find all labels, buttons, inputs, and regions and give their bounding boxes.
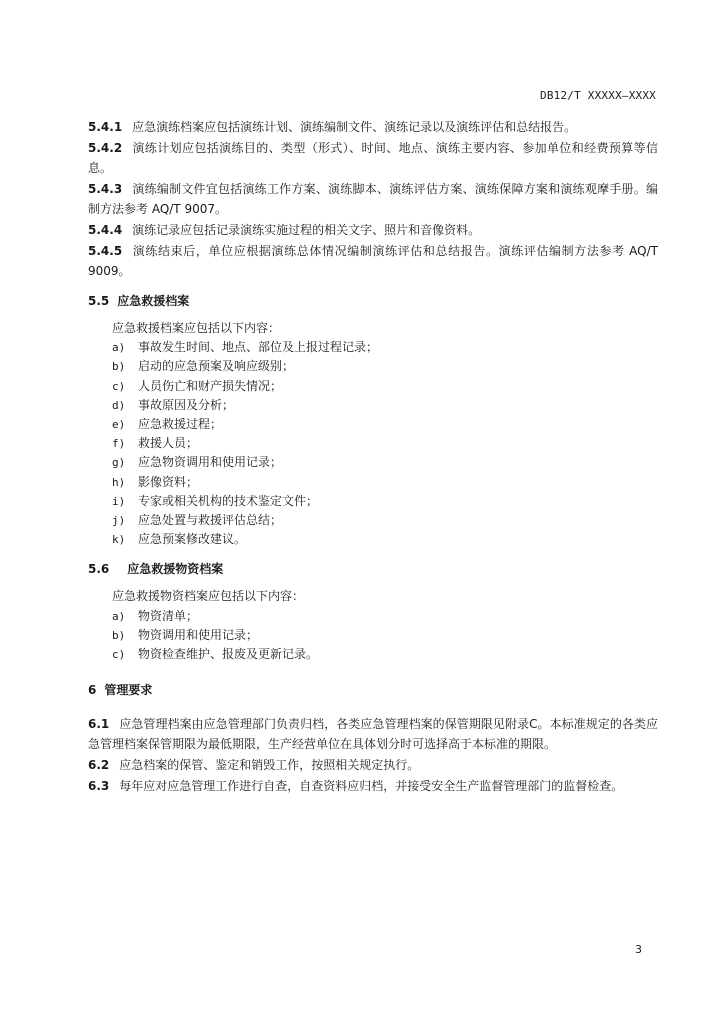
- section-heading-6: [88, 680, 658, 700]
- list-marker: j): [112, 514, 126, 528]
- list-item-text: 应急处置与救援评估总结；: [138, 513, 283, 528]
- list-marker: i): [112, 494, 126, 508]
- section-number: 5.6: [88, 562, 110, 577]
- list-marker: f): [112, 437, 126, 451]
- clause-text: 演练结束后，单位应根据演练总体情况编制演练评估和总结报告。演练评估编制方法参考 AQ/T 9009。: [88, 244, 658, 278]
- list-item: [88, 473, 658, 492]
- list-marker: c): [112, 379, 126, 393]
- paragraph-6-1: [88, 714, 658, 754]
- list-item-text: 物资检查维护、报废及更新记录。: [138, 647, 319, 662]
- list-marker: b): [112, 360, 126, 374]
- list-item: [88, 645, 658, 664]
- clause-number: 6.1: [88, 717, 110, 732]
- list-item: [88, 626, 658, 645]
- list-marker: e): [112, 418, 126, 432]
- clause-text: 演练记录应包括记录演练实施过程的相关文字、照片和音像资料。: [132, 223, 481, 237]
- list-marker: d): [112, 398, 126, 412]
- list-item: [88, 530, 658, 549]
- clause-text: 应急档案的保管、鉴定和销毁工作，按照相关规定执行。: [119, 758, 420, 773]
- list-item-text: 应急预案修改建议。: [138, 532, 247, 547]
- section-title: 管理要求: [104, 683, 153, 698]
- paragraph-5-4-5: [88, 241, 658, 281]
- list-item-text: 应急救援过程；: [138, 417, 223, 432]
- list-item-text: 应急物资调用和使用记录；: [138, 455, 283, 470]
- section-number: 5.5: [88, 294, 110, 308]
- paragraph-5-4-1: [88, 117, 658, 137]
- list-item: [88, 338, 658, 357]
- clause-text: 演练计划应包括演练目的、类型（形式）、时间、地点、演练主要内容、参加单位和经费预算等信息。: [88, 141, 658, 175]
- clause-number: 6.3: [88, 779, 110, 794]
- list-item-text: 物资清单；: [138, 608, 199, 623]
- paragraph-5-4-2: [88, 138, 658, 178]
- list-item: [88, 357, 658, 376]
- list-item: [88, 434, 658, 453]
- list-marker: c): [112, 648, 126, 662]
- list-marker: k): [112, 533, 126, 547]
- list-item-text: 影像资料；: [138, 474, 199, 489]
- paragraph-5-4-4: [88, 220, 658, 240]
- list-marker: b): [112, 628, 126, 642]
- paragraph-6-2: [88, 755, 658, 775]
- list-item: [88, 377, 658, 396]
- list-item-text: 启动的应急预案及响应级别；: [138, 359, 295, 374]
- document-code: DB12/T XXXXX—XXXX: [540, 89, 656, 102]
- list-item: [88, 415, 658, 434]
- list-marker: h): [112, 475, 126, 489]
- list-item-text: 救援人员；: [138, 436, 199, 451]
- section-title: 应急救援物资档案: [127, 562, 224, 577]
- page-number: 3: [635, 943, 642, 956]
- clause-number: 5.4.2: [88, 141, 123, 155]
- list-marker: a): [112, 609, 126, 623]
- list-item: [88, 453, 658, 472]
- clause-text: 应急演练档案应包括演练计划、演练编制文件、演练记录以及演练评估和总结报告。: [132, 120, 577, 134]
- rescue-archive-list: [88, 338, 658, 549]
- list-item: [88, 607, 658, 626]
- list-item: [88, 511, 658, 530]
- section-heading-5-5: [88, 291, 658, 311]
- list-item-text: 事故原因及分析；: [138, 397, 235, 412]
- clause-number: 5.4.3: [88, 182, 123, 196]
- clause-number: 5.4.4: [88, 223, 123, 237]
- materials-archive-list: [88, 607, 658, 665]
- list-item-text: 物资调用和使用记录；: [138, 627, 259, 642]
- list-item-text: 专家或相关机构的技术鉴定文件；: [138, 493, 319, 508]
- list-item-text: 事故发生时间、地点、部位及上报过程记录；: [138, 340, 379, 355]
- clause-number: 5.4.1: [88, 120, 123, 134]
- clause-number: 6.2: [88, 758, 110, 773]
- list-item: [88, 492, 658, 511]
- list-marker: a): [112, 341, 126, 355]
- list-intro: 应急救援档案应包括以下内容：: [112, 321, 281, 335]
- clause-text: 应急管理档案由应急管理部门负责归档，各类应急管理档案的保管期限见附录C。本标准规定的各类应急管理档案保管期限为最低期限，生产经营单位在具体划分时可选择高于本标准的期限。: [88, 717, 658, 752]
- list-item: [88, 396, 658, 415]
- clause-text: 演练编制文件宜包括演练工作方案、演练脚本、演练评估方案、演练保障方案和演练观摩手册。编制方法参考 AQ/T 9007。: [88, 182, 658, 216]
- list-intro: 应急救援物资档案应包括以下内容：: [112, 589, 305, 604]
- paragraph-6-3: [88, 776, 658, 796]
- clause-number: 5.4.5: [88, 244, 123, 258]
- section-number: 6: [88, 683, 97, 698]
- clause-text: 每年应对应急管理工作进行自查，自查资料应归档，并接受安全生产监督管理部门的监督检查。: [119, 779, 624, 794]
- section-heading-5-6: [88, 559, 658, 579]
- paragraph-5-4-3: [88, 179, 658, 219]
- section-title: 应急救援档案: [117, 294, 190, 308]
- document-body: [88, 117, 658, 797]
- list-item-text: 人员伤亡和财产损失情况；: [138, 378, 283, 393]
- list-marker: g): [112, 456, 126, 470]
